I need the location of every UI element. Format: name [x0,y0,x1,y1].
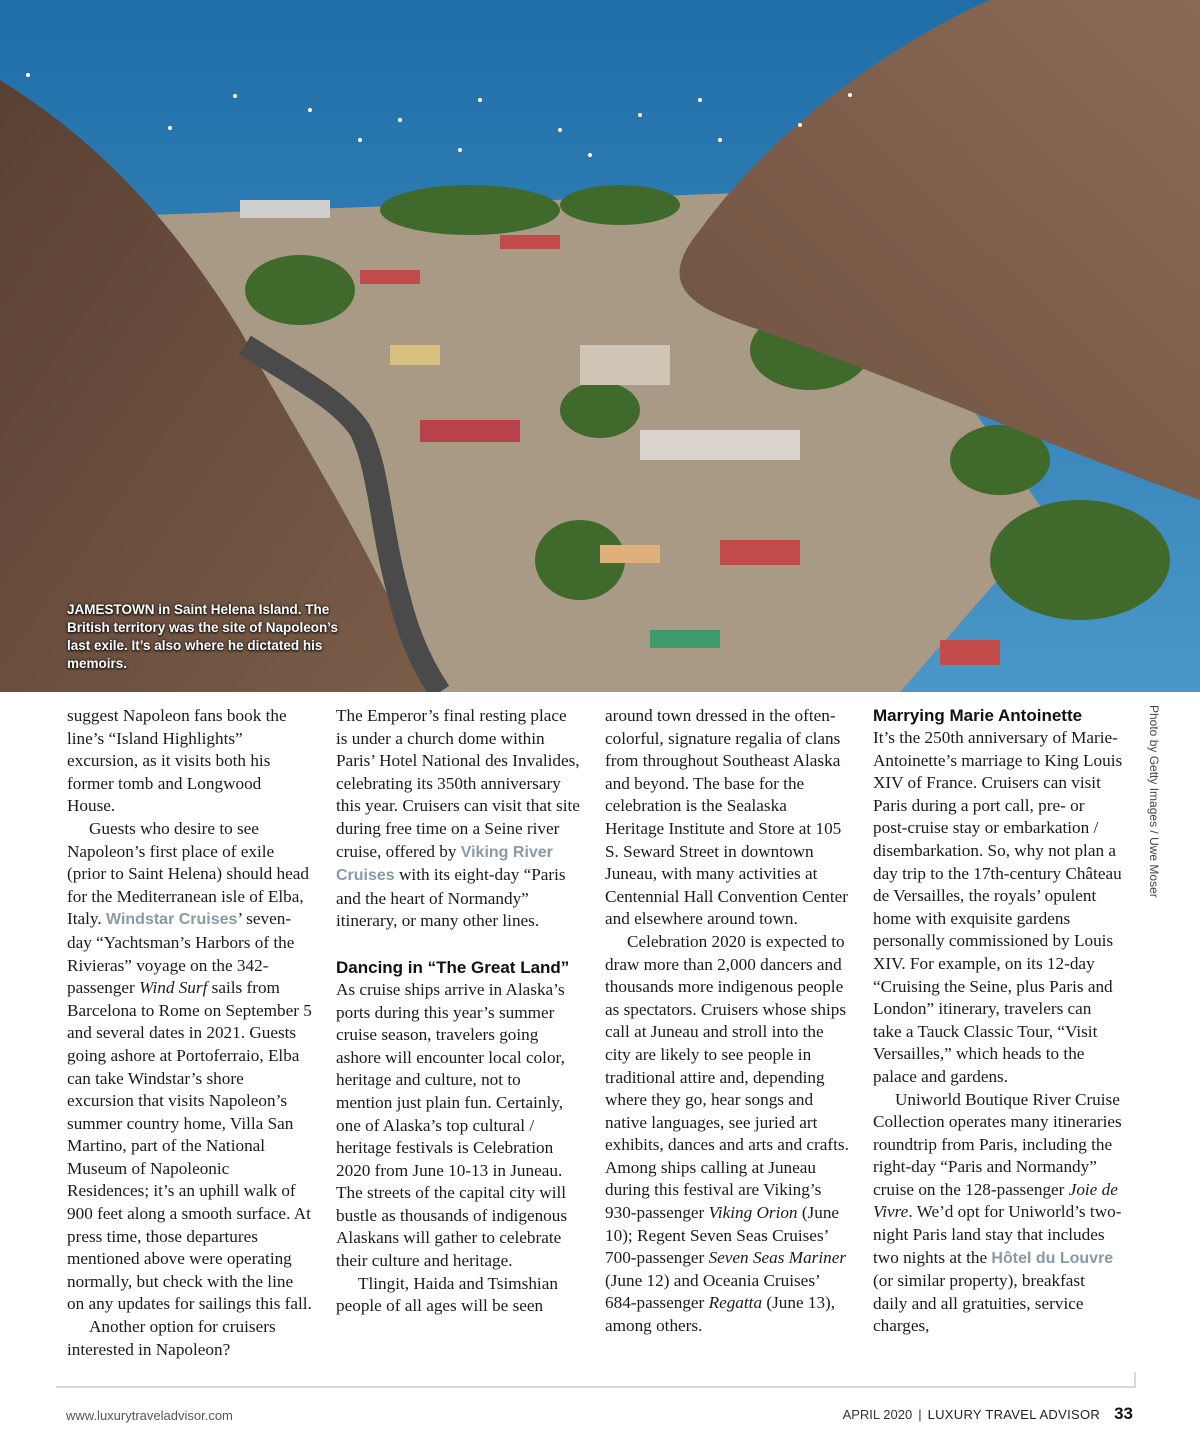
footer-divider [56,1386,1136,1388]
ship-name: Regatta [708,1293,763,1313]
ship-name: Joie de Vivre [873,1179,1118,1222]
footer-folio [843,1404,1133,1424]
magazine-name: LUXURY TRAVEL ADVISOR [927,1407,1101,1422]
paragraph: It’s the 250th anniversary of Marie-Antoinette’s marriage to King Louis XIV of France. Cruisers can visit Paris during a port call, pre- or post-cruise stay or embarkation / disembarkation. So, why not plan a day trip to the 17th-century Château de Versailles, the royals’ opulent home with exquisite gardens personally commissioned by Louis XIV. For example, on its 12-day “Cruising the Seine, plus Paris and London” itinerary, travelers can take a Tauck Classic Tour, “Visit Versailles,” which heads to the palace and gardens. [873,728,1123,1086]
paragraph: Another option for cruisers interested in Napoleon? [67,1317,276,1359]
column-4 [873,705,1123,1338]
paragraph: The Emperor’s final resting place is under a church dome within Paris’ Hotel National des Invalides, celebrating its 350th anniversary this year. Cruisers can visit that site during free time on a Seine river cruise, offered by Viking River Cruises with its eight-day “Paris and the heart of Normandy” itinerary, or many other lines. [336,706,580,931]
advertiser-link[interactable]: Hôtel du Louvre [991,1249,1114,1267]
footer-divider-tick [1134,1372,1136,1386]
caption-text: in Saint Helena Island. The British territory was the site of Napoleon’s last exile. It’s also where he dictated his memoirs. [67,602,339,671]
section-heading: Marrying Marie Antoinette [873,706,1083,725]
paragraph: Celebration 2020 is expected to draw more than 2,000 dancers and thousands more indigenous people as spectators. Cruisers whose ships call at Juneau and stroll into the city are likely to see people in traditional attire and, depending where they go, hear songs and native languages, see juried art exhibits, dances and arts and crafts. Among ships calling at Juneau during this festival are Viking’s 930-passenger Viking Orion (June 10); Regent Seven Seas Cruises’ 700-passenger Seven Seas Mariner (June 12) and Oceania Cruises’ 684-passenger Regatta (June 13), among others. [605,931,849,1336]
paragraph: suggest Napoleon fans book the line’s “Island Highlights” excursion, as it visits both his former tomb and Longwood House. [67,706,287,816]
ship-name: Viking Orion [708,1203,798,1223]
issue-date: APRIL 2020 [842,1407,913,1422]
hero-photo [0,0,1200,692]
paragraph: Guests who desire to see Napoleon’s first place of exile (prior to Saint Helena) should head for the Mediterranean isle of Elba, Italy. Windstar Cruises’ seven-day “Yachtsman’s Harbors of the Rivieras” voyage on the 342-passenger Wind Surf sails from Barcelona to Rome on September 5 and several dates in 2021. Guests going ashore at Portoferraio, Elba can take Windstar’s shore excursion that visits Napoleon’s summer country home, Villa San Martino, part of the National Museum of Napoleonic Residences; it’s an uphill walk of 900 feet along a smooth surface. At press time, those departures mentioned above were operating normally, but check with the line on any updates for sailings this fall. [67,818,312,1314]
column-1 [67,705,312,1361]
column-3 [605,705,850,1338]
paragraph: around town dressed in the often-colorful, signature regalia of clans from throughout Southeast Alaska and beyond. The base for the celebration is the Sealaska Heritage Institute and Store at 105 S. Seward Street in downtown Juneau, with many activities at Centennial Hall Convention Center and elsewhere around town. [605,706,848,929]
caption-lead: JAMESTOWN [67,602,155,617]
page-number: 33 [1114,1404,1133,1423]
footer-url[interactable]: www.luxurytraveladvisor.com [66,1408,233,1423]
paragraph: Tlingit, Haida and Tsimshian people of all ages will be seen [336,1273,558,1316]
photo-credit: Photo by Getty Images / Uwe Moser [1147,705,1161,898]
ship-name: Wind Surf [139,978,208,998]
paragraph: Uniworld Boutique River Cruise Collection operates many itineraries roundtrip from Paris, including the right-day “Paris and Normandy” cruise on the 128-passenger Joie de Vivre. We’d opt for Uniworld’s two-night Paris land stay that includes two nights at the Hôtel du Louvre (or similar property), breakfast daily and all gratuities, service charges, [873,1089,1122,1336]
paragraph: As cruise ships arrive in Alaska’s ports during this year’s summer cruise season, travelers going ashore will encounter local color, heritage and culture, not to mention just plain fun. Certainly, one of Alaska’s top cultural / heritage festivals is Celebration 2020 from June 10-13 in Juneau. The streets of the capital city will bustle as thousands of indigenous Alaskans will gather to celebrate their culture and heritage. [336,979,568,1271]
ship-name: Seven Seas Mariner [708,1248,847,1268]
column-2 [336,705,581,1318]
photo-caption [67,601,357,673]
advertiser-link[interactable]: Viking River Cruises [336,843,553,885]
valley-town-photo [0,0,1200,692]
advertiser-link[interactable]: Windstar Cruises [105,911,238,929]
folio-separator: | [918,1407,922,1422]
section-heading: Dancing in “The Great Land” [336,957,570,977]
